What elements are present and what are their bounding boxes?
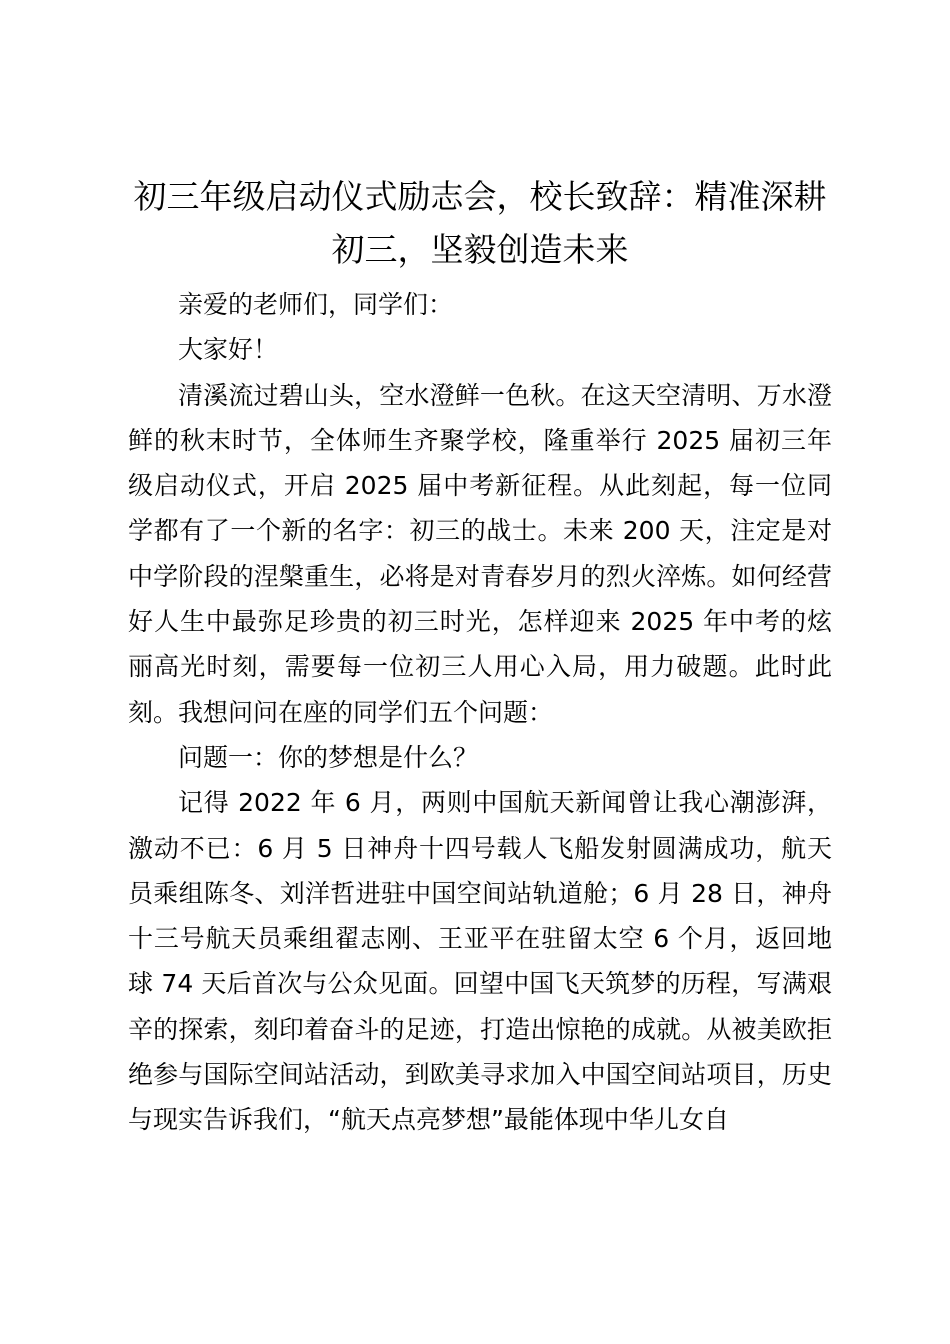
greeting-line: 大家好！ — [178, 335, 279, 365]
body-paragraph-opening: 清溪流过碧山头，空水澄鲜一色秋。在这天空清明、万水澄鲜的秋末时节，全体师生齐聚学校，隆重举行 2025 届初三年级启动仪式，开启 2025 届中考新征程。从此刻起，每一位同学都有了一个新的名字：初三的战士。未来 200 天，注定是对中学阶段的涅槃重生，必将是对青春岁月的烈火淬炼。如何经营好人生中最弥足珍贵的初三时光，怎样迎来 2025 年中考的炫丽高光时刻，需要每一位初三人用心入局，用力破题。此时此刻。我想问问在座的同学们五个问题： — [128, 380, 832, 727]
body-paragraph-aerospace: 记得 2022 年 6 月，两则中国航天新闻曾让我心潮澎湃，激动不已：6 月 5 日神舟十四号载人飞船发射圆满成功，航天员乘组陈冬、刘洋哲进驻中国空间站轨道舱；6 月 28 日，神舟十三号航天员乘组翟志刚、王亚平在驻留太空 6 个月，返回地球 74 天后首次与公众见面。回望中国飞天筑梦的历程，写满艰辛的探索，刻印着奋斗的足迹，打造出惊艳的成就。从被美欧拒绝参与国际空间站活动，到欧美寻求加入中国空间站项目，历史与现实告诉我们，“航天点亮梦想”最能体现中华儿女自 — [128, 788, 832, 1135]
salutation: 亲爱的老师们，同学们： — [178, 290, 454, 319]
question-heading: 问题一：你的梦想是什么？ — [178, 742, 479, 772]
document-page — [128, 170, 832, 1143]
document-title: 初三年级启动仪式励志会，校长致辞：精准深耕初三，坚毅创造未来 — [133, 177, 827, 269]
